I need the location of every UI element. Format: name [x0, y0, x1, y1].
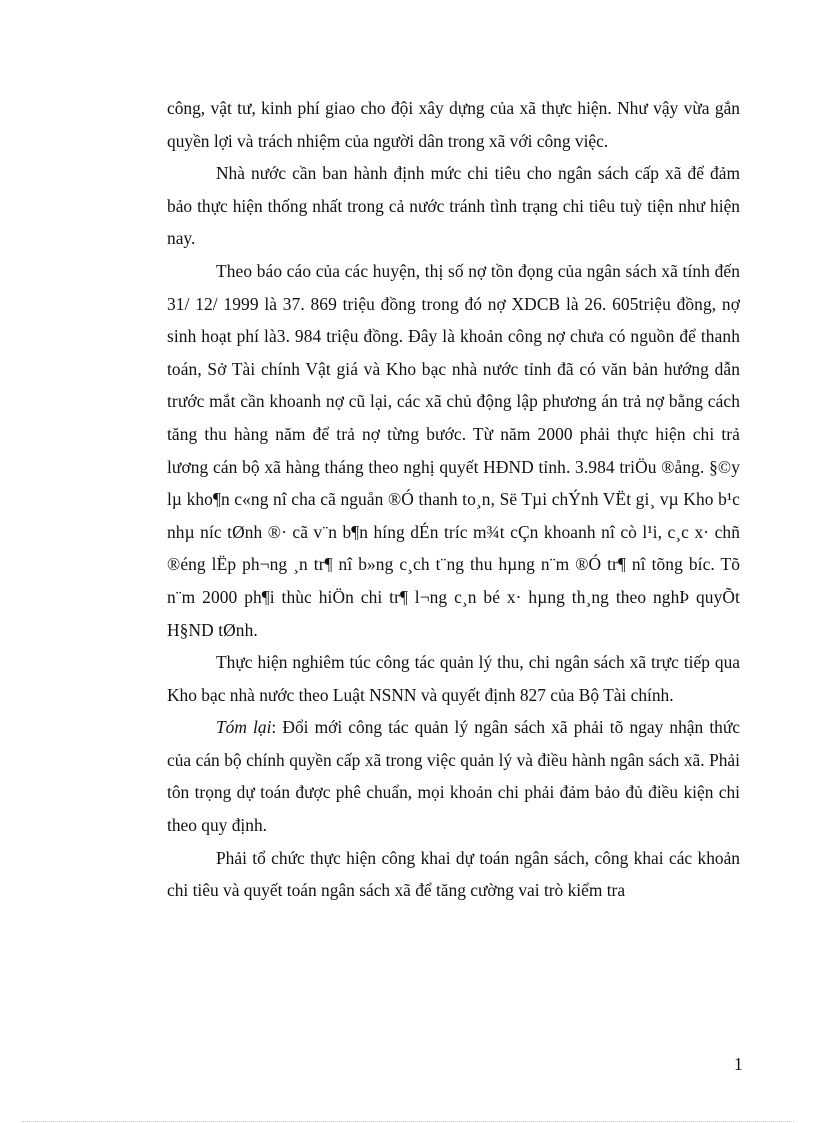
page-bottom-divider — [22, 1121, 794, 1122]
paragraph-summary — [167, 711, 740, 841]
summary-lead-label: Tóm lại — [216, 717, 272, 738]
document-body — [167, 92, 740, 907]
paragraph-public-disclosure: Phải tổ chức thực hiện công khai dự toán ngân sách, công khai các khoản chi tiêu và quyết toán ngân sách xã để tăng cường vai trò kiểm tra — [167, 847, 740, 901]
summary-text: : Đổi mới công tác quản lý ngân sách xã phải tõ ngay nhận thức của cán bộ chính quyền cấp xã trong việc quản lý và điều hành ngân sách xã. Phải tôn trọng dự toán được phê chuẩn, mọi khoản chi phải đảm bảo đủ điều kiện chi theo quy định. — [167, 717, 740, 836]
paragraph-treasury-management: Thực hiện nghiêm túc công tác quản lý thu, chi ngân sách xã trực tiếp qua Kho bạc nhà nước theo Luật NSNN và quyết định 827 của Bộ Tài chính. — [167, 652, 740, 705]
page-number: 1 — [734, 1054, 743, 1074]
paragraph-continuation: công, vật tư, kinh phí giao cho đội xây dựng của xã thực hiện. Như vậy vừa gắn quyền lợi và trách nhiệm của người dân trong xã với công việc. — [167, 98, 740, 151]
paragraph-debt-report: Theo báo cáo của các huyện, thị số nợ tồn đọng của ngân sách xã tính đến 31/ 12/ 1999 là 37. 869 triệu đồng trong đó nợ XDCB là 26. 605triệu đồng, nợ sinh hoạt phí là3. 984 triệu đồng. Đây là khoản công nợ chưa có nguồn để thanh toán, Sở Tài chính Vật giá và Kho bạc nhà nước tỉnh đã có văn bản hướng dẫn trước mắt cần khoanh nợ cũ lại, các xã chủ động lập phương án trả nợ bằng cách tăng thu hàng năm để trả nợ từng bước. Từ năm 2000 phải thực hiện chi trả lương cán bộ xã hàng tháng theo nghị quyết HĐND tỉnh. 3.984 triÖu ®ång. §©y lµ kho¶n c«ng nî cha cã nguån ®Ó thanh to¸n, Së Tµi chÝnh VËt gi¸ vµ Kho b¹c nhµ níc tØnh ®· cã v¨n b¶n híng dÉn tríc m¾t cÇn khoanh nî cò l¹i, c¸c x· chñ ®éng lËp ph¬ng ¸n tr¶ nî b»ng c¸ch t¨ng thu hµng n¨m ®Ó tr¶ nî tõng bíc. Tõ n¨m 2000 ph¶i thùc hiÖn chi tr¶ l¬ng c¸n bé x· hµng th¸ng theo nghÞ quyÕt H§ND tØnh. — [167, 260, 740, 640]
paragraph-budget-norms: Nhà nước cần ban hành định mức chi tiêu cho ngân sách cấp xã để đảm bảo thực hiện thống nhất trong cả nước tránh tình trạng chi tiêu tuỳ tiện như hiện nay. — [167, 163, 740, 249]
